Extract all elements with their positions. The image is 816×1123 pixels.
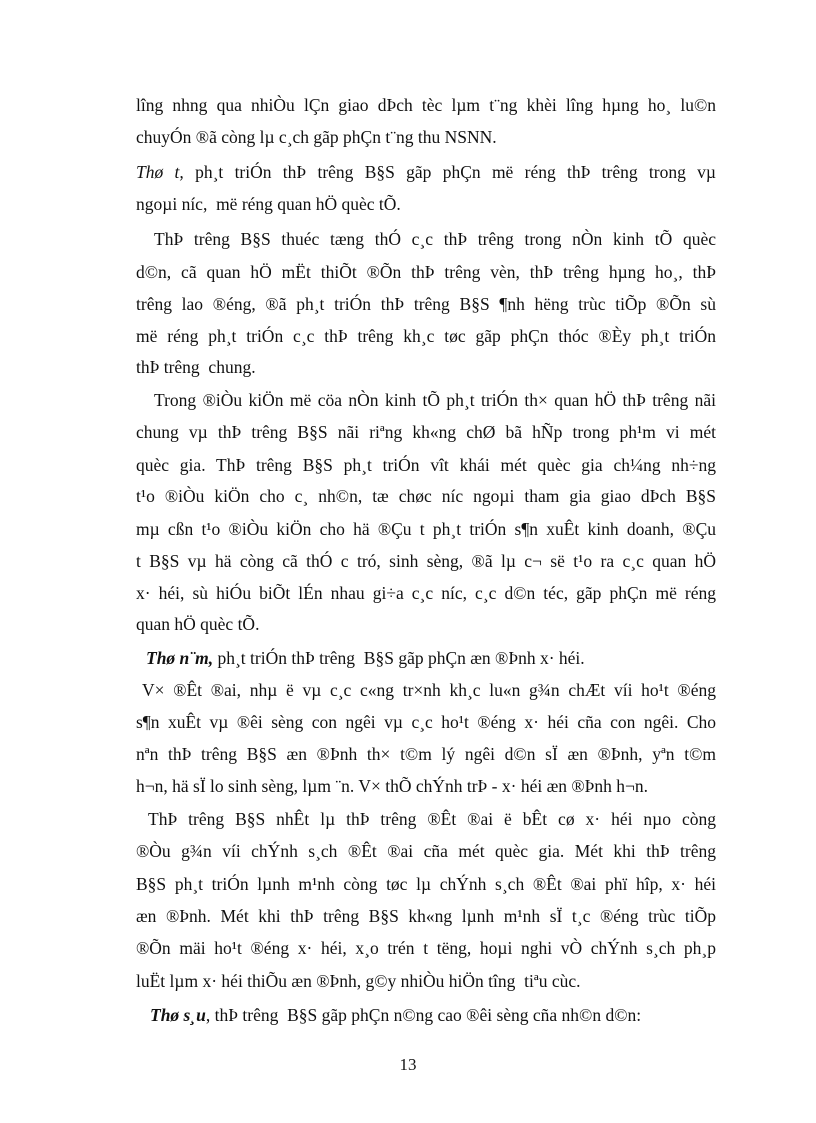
line-text: më réng ph¸t triÓn c¸c thÞ trêng kh¸c tøc gãp phÇn thóc ®Èy ph¸t triÓn bbox=[136, 326, 716, 346]
line-text: d©n, cã quan hÖ mËt thiÕt ®Õn thÞ trêng vèn, thÞ trêng hµng ho¸, thÞ bbox=[136, 262, 716, 282]
paragraph-lead: Thø s¸u bbox=[150, 1005, 206, 1025]
line-text: quan hÖ quèc tÕ. bbox=[136, 614, 260, 634]
body-text-line bbox=[136, 421, 716, 443]
line-text: æn ®Þnh. Mét khi thÞ trêng B§S kh«ng lµnh m¹nh sÏ t¸c ®éng trùc tiÕp bbox=[136, 906, 716, 926]
line-text: luËt lµm x· héi thiÕu æn ®Þnh, g©y nhiÒu hiÖn tîng tiªu cùc. bbox=[136, 971, 581, 991]
line-text: trêng lao ®éng, ®ã ph¸t triÓn thÞ trêng B§S ¶nh hëng trùc tiÕp ®Õn sù bbox=[136, 294, 716, 314]
line-text: t B§S vµ hä còng cã thÓ c tró, sinh sèng, ®ã lµ c¬ së t¹o ra c¸c quan hÖ bbox=[136, 551, 716, 571]
body-text-line bbox=[136, 454, 716, 476]
body-text-line bbox=[146, 647, 716, 669]
line-text: ®Òu g¾n víi chÝnh s¸ch ®Êt ®ai cña mét quèc gia. Mét khi thÞ trêng bbox=[136, 841, 716, 861]
body-text-line bbox=[148, 808, 716, 830]
body-text-line bbox=[136, 840, 716, 862]
line-text: ThÞ trêng B§S nhÊt lµ thÞ trêng ®Êt ®ai ë bÊt cø x· héi nµo còng bbox=[148, 809, 716, 829]
line-text: B§S ph¸t triÓn lµnh m¹nh còng tøc lµ chÝnh s¸ch ®Êt ®ai phï hîp, x· héi bbox=[136, 874, 716, 894]
body-text-line bbox=[136, 356, 716, 378]
body-text-line bbox=[136, 126, 716, 148]
body-text-line bbox=[154, 228, 716, 250]
line-text: s¶n xuÊt vµ ®êi sèng con ngêi vµ c¸c ho¹t ®éng x· héi cña con ngêi. Cho bbox=[136, 712, 716, 732]
line-text: mµ cßn t¹o ®iÒu kiÖn cho hä ®Çu t ph¸t triÓn s¶n xuÊt kinh doanh, ®Çu bbox=[136, 519, 716, 539]
line-text: chuyÓn ®ã còng lµ c¸ch gãp phÇn t¨ng thu NSNN. bbox=[136, 127, 497, 147]
body-text-line bbox=[136, 293, 716, 315]
line-text: nªn thÞ trêng B§S æn ®Þnh th× t©m lý ngêi d©n sÏ æn ®Þnh, yªn t©m bbox=[136, 744, 716, 764]
body-text-line bbox=[136, 325, 716, 347]
body-text-line bbox=[136, 775, 716, 797]
body-text-line bbox=[136, 485, 716, 507]
body-text-line bbox=[136, 161, 716, 183]
page-number: 13 bbox=[399, 1055, 417, 1074]
line-text: ®Õn mäi ho¹t ®éng x· héi, x¸o trén t tëng, hoµi nghi vÒ chÝnh s¸ch ph¸p bbox=[136, 938, 716, 958]
line-text: ph¸t triÓn thÞ trêng B§S gãp phÇn më réng thÞ trêng trong vµ bbox=[183, 162, 716, 182]
body-text-line bbox=[136, 970, 716, 992]
body-text-line bbox=[154, 389, 716, 411]
line-text: t¹o ®iÒu kiÖn cho c¸ nh©n, tæ chøc níc ngoµi tham gia giao dÞch B§S bbox=[136, 486, 716, 506]
body-text-line bbox=[136, 518, 716, 540]
line-text: lîng nhng qua nhiÒu lÇn giao dÞch tèc lµm t¨ng khèi lîng hµng ho¸ lu©n bbox=[136, 95, 716, 115]
line-text: ph¸t triÓn thÞ trêng B§S gãp phÇn æn ®Þnh x· héi. bbox=[213, 648, 585, 668]
body-text-line bbox=[136, 261, 716, 283]
body-text-line bbox=[136, 613, 716, 635]
line-text: x· héi, sù hiÓu biÕt lÉn nhau gi÷a c¸c níc, c¸c d©n téc, gãp phÇn më réng bbox=[136, 583, 716, 603]
body-text-line bbox=[150, 1004, 716, 1026]
body-text-line bbox=[136, 873, 716, 895]
paragraph-lead: Thø t, bbox=[136, 162, 184, 182]
body-text-line bbox=[136, 550, 716, 572]
body-text-line bbox=[136, 937, 716, 959]
line-text: V× ®Êt ®ai, nhµ ë vµ c¸c c«ng tr×nh kh¸c lu«n g¾n chÆt víi ho¹t ®éng bbox=[142, 680, 716, 700]
line-text: quèc gia. ThÞ trêng B§S ph¸t triÓn vît khái mét quèc gia ch¼ng nh÷ng bbox=[136, 455, 716, 475]
body-text-line bbox=[142, 679, 716, 701]
body-text-line bbox=[136, 743, 716, 765]
line-text: , thÞ trêng B§S gãp phÇn n©ng cao ®êi sèng cña nh©n d©n: bbox=[205, 1005, 642, 1025]
line-text: thÞ trêng chung. bbox=[136, 357, 256, 377]
body-text-line bbox=[136, 711, 716, 733]
line-text: chung vµ thÞ trêng B§S nãi riªng kh«ng chØ bã hÑp trong ph¹m vi mét bbox=[136, 422, 716, 442]
line-text: ngoµi níc, më réng quan hÖ quèc tÕ. bbox=[136, 194, 401, 214]
line-text: h¬n, hä sÏ lo sinh sèng, lµm ¨n. V× thÕ chÝnh trÞ - x· héi æn ®Þnh h¬n. bbox=[136, 776, 649, 796]
paragraph-lead: Thø n¨m, bbox=[146, 648, 214, 668]
body-text-line bbox=[136, 94, 716, 116]
body-text-line bbox=[136, 582, 716, 604]
line-text: Trong ®iÒu kiÖn më cöa nÒn kinh tÕ ph¸t triÓn th× quan hÖ thÞ trêng nãi bbox=[154, 390, 716, 410]
body-text-line bbox=[136, 193, 716, 215]
body-text-line bbox=[136, 905, 716, 927]
line-text: ThÞ trêng B§S thuéc tæng thÓ c¸c thÞ trêng trong nÒn kinh tÕ quèc bbox=[154, 229, 716, 249]
